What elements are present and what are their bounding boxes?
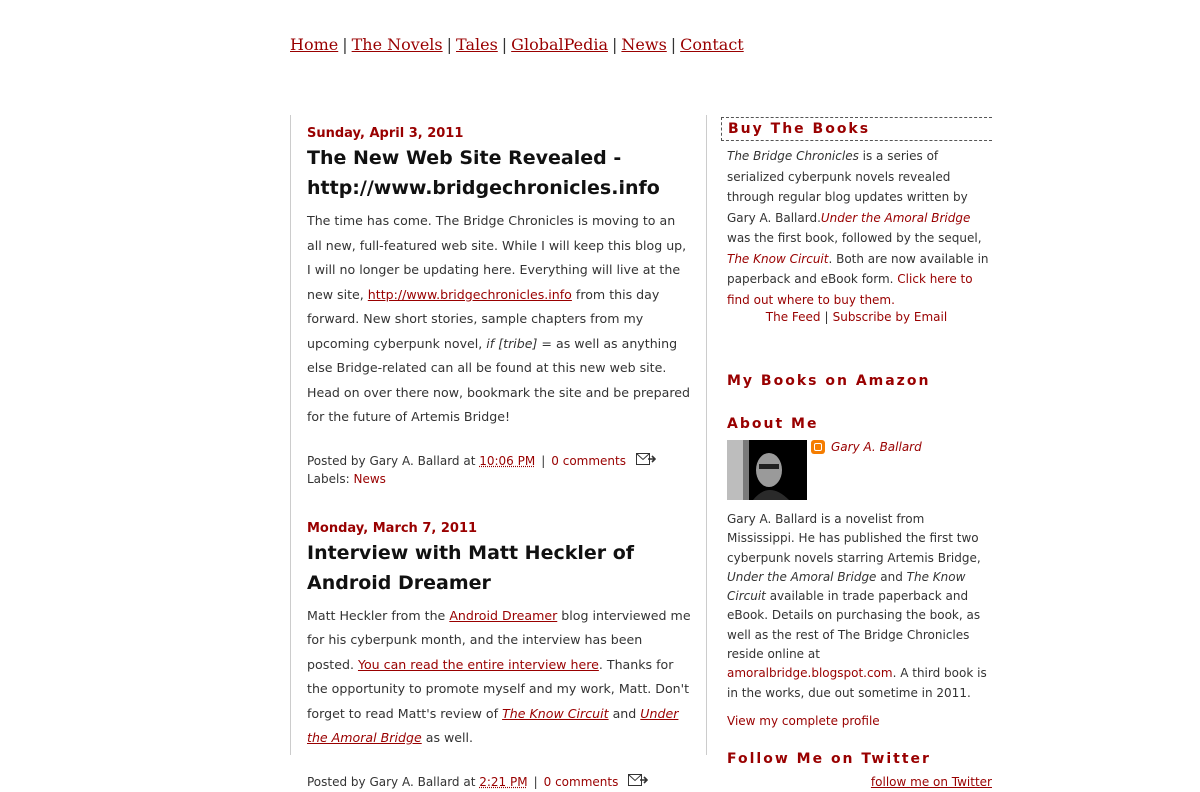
comments-link[interactable]: 0 comments bbox=[543, 774, 619, 789]
nav-tales-link[interactable]: Tales bbox=[456, 35, 498, 54]
post-body bbox=[307, 209, 693, 430]
post-link[interactable]: Under the Amoral Bridge bbox=[307, 705, 679, 745]
post-text: blog interviewed me for his cyberpunk month, and the interview has been posted. bbox=[307, 607, 691, 672]
posted-by: Posted by Gary A. Ballard at bbox=[307, 453, 480, 468]
post-link[interactable]: The Know Circuit bbox=[502, 705, 609, 721]
about-text: . A third book is in the works, due out sometime in 2011. bbox=[727, 666, 987, 700]
nav-separator: | bbox=[670, 35, 677, 54]
post-time-link[interactable]: 2:21 PM bbox=[479, 774, 528, 789]
comments-link[interactable]: 0 comments bbox=[551, 453, 626, 468]
nav-contact-link[interactable]: Contact bbox=[680, 35, 744, 54]
buy-text: was the first book, followed by the sequel, bbox=[727, 231, 982, 245]
blogger-icon bbox=[811, 440, 825, 454]
email-post-icon[interactable] bbox=[636, 452, 656, 471]
nav-separator: | bbox=[612, 35, 618, 54]
twitter-link[interactable]: follow me on Twitter bbox=[870, 775, 992, 790]
left-border bbox=[290, 115, 291, 755]
profile-name-block bbox=[811, 440, 922, 500]
nav-home-link[interactable]: Home bbox=[290, 35, 339, 54]
post-date: Sunday, April 3, 2011 bbox=[307, 126, 464, 141]
about-text: available in trade paperback and eBook. Details on purchasing the book, as well as the rest of The Bridge Chronicles reside online at bbox=[727, 589, 981, 662]
view-profile-row bbox=[721, 711, 992, 732]
email-post-icon[interactable] bbox=[628, 773, 648, 792]
nav-separator: | bbox=[446, 35, 453, 54]
posted-by: Posted by Gary A. Ballard at bbox=[307, 774, 480, 789]
book-link-know-circuit[interactable]: The Know Circuit bbox=[727, 251, 829, 266]
label-news-link[interactable]: News bbox=[353, 471, 386, 486]
main-column bbox=[307, 125, 693, 792]
nav-novels-link[interactable]: The Novels bbox=[351, 35, 443, 54]
column-divider bbox=[706, 115, 707, 755]
about-me-text bbox=[721, 510, 992, 703]
about-italic: The Know Circuit bbox=[727, 569, 966, 604]
post-footer bbox=[307, 773, 693, 792]
post-title[interactable]: The New Web Site Revealed - http://www.bridgechronicles.info bbox=[307, 147, 660, 199]
post-link[interactable]: http://www.bridgechronicles.info bbox=[367, 286, 572, 302]
about-text: and bbox=[876, 569, 907, 584]
buy-books-text bbox=[721, 146, 992, 310]
post-text: The time has come. The Bridge Chronicles is moving to an all new, full-featured web site. While I will keep this blog up, I will no longer be updating here. Everything will live at the new site, bbox=[307, 213, 687, 302]
buy-books-widget bbox=[721, 117, 992, 324]
view-profile-link[interactable]: View my complete profile bbox=[727, 713, 880, 728]
post-link[interactable]: You can read the entire interview here bbox=[357, 656, 599, 672]
feed-link[interactable]: The Feed bbox=[765, 310, 821, 324]
nav-globalpedia-link[interactable]: GlobalPedia bbox=[511, 35, 609, 54]
book-link-amoral-bridge[interactable]: Under the Amoral Bridge bbox=[820, 210, 971, 225]
post-text: and bbox=[608, 705, 641, 721]
nav-news-link[interactable]: News bbox=[621, 35, 667, 54]
profile-name-link[interactable]: Gary A. Ballard bbox=[831, 440, 922, 454]
post-date: Monday, March 7, 2011 bbox=[307, 520, 478, 536]
avatar[interactable] bbox=[727, 440, 807, 500]
feed-separator: | bbox=[824, 310, 829, 324]
post-text: Matt Heckler from the bbox=[307, 607, 450, 623]
post-text: . Thanks for the opportunity to promote myself and my work, Matt. Don't forget to read Matt's review of bbox=[307, 656, 690, 721]
post-text: from this day forward. New short stories, sample chapters from my upcoming cyberpunk novel, bbox=[307, 286, 660, 351]
post-link[interactable]: Android Dreamer bbox=[449, 607, 558, 623]
footer-separator: | bbox=[533, 774, 538, 789]
feed-links bbox=[721, 310, 992, 324]
about-italic: Under the Amoral Bridge bbox=[727, 569, 877, 584]
buy-text: . Both are now available in paperback and eBook form. bbox=[727, 251, 989, 286]
buy-text: is a series of serialized cyberpunk novels revealed through regular blog updates written by Gary A. Ballard. bbox=[727, 149, 968, 225]
top-nav bbox=[290, 35, 744, 54]
sidebar bbox=[721, 117, 992, 789]
nav-separator: | bbox=[501, 35, 508, 54]
twitter-link-row bbox=[721, 775, 992, 789]
labels-prefix: Labels: bbox=[307, 471, 354, 486]
post-time-link[interactable]: 10:06 PM bbox=[479, 453, 536, 468]
twitter-heading: Follow Me on Twitter bbox=[727, 751, 931, 768]
nav-separator: | bbox=[342, 35, 348, 54]
amazon-heading: My Books on Amazon bbox=[727, 373, 931, 389]
amoralbridge-link[interactable]: amoralbridge.blogspot.com bbox=[727, 666, 893, 681]
post-text: as well as anything else Bridge-related can all be found at this new web site. Head on over there now, bookmark the site and be prepared for the future of Artemis Bridge! bbox=[307, 335, 691, 424]
about-me-widget bbox=[721, 414, 992, 731]
post-italic-text: if [tribe] = bbox=[486, 335, 552, 351]
post-footer bbox=[307, 452, 693, 488]
subscribe-email-link[interactable]: Subscribe by Email bbox=[832, 310, 948, 324]
post-body bbox=[307, 604, 693, 751]
post-title[interactable]: Interview with Matt Heckler of Android Dreamer bbox=[307, 541, 635, 594]
about-me-heading: About Me bbox=[727, 416, 819, 432]
profile-row bbox=[721, 440, 992, 500]
post bbox=[307, 520, 693, 792]
buy-books-heading: Buy The Books bbox=[721, 117, 992, 141]
buy-link[interactable]: Click here to find out where to buy them. bbox=[727, 272, 973, 307]
about-text: Gary A. Ballard is a novelist from Mississippi. He has published the first two cyberpunk novels starring Artemis Bridge, bbox=[727, 512, 981, 565]
post-text: as well. bbox=[421, 730, 474, 745]
footer-separator: | bbox=[541, 453, 546, 468]
series-title: The Bridge Chronicles bbox=[727, 149, 859, 163]
post bbox=[307, 125, 693, 488]
